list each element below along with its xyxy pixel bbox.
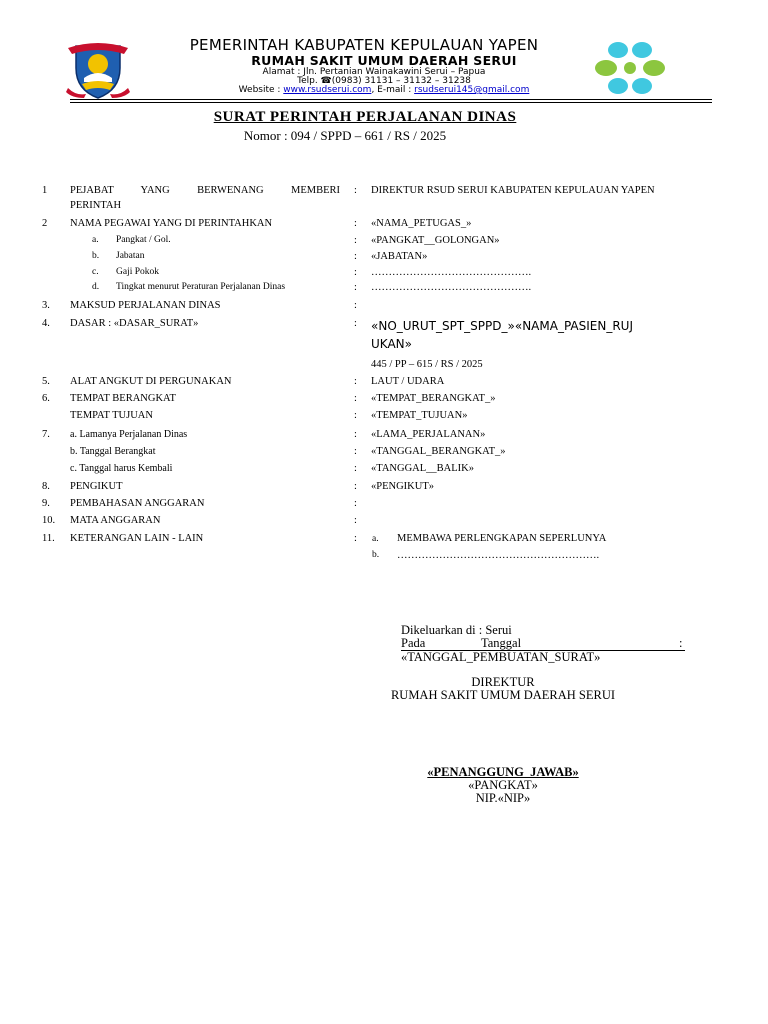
item-2-number: 2: [42, 218, 48, 229]
item-7c-colon: :: [354, 463, 357, 474]
item-7b-label: b. Tanggal Berangkat: [70, 446, 156, 457]
item-1-number: 1: [42, 185, 48, 196]
item-5-number: 5.: [42, 376, 50, 387]
item-9-number: 9.: [42, 498, 50, 509]
item-8-label: PENGIKUT: [70, 481, 123, 492]
item-2c-label: Gaji Pokok: [116, 267, 160, 277]
website-email-line: [0, 85, 768, 95]
document-number: Nomor : 094 / SPPD – 661 / RS / 2025: [243, 128, 447, 143]
item-2d-letter: d.: [92, 282, 100, 292]
item-2a-value: «PANGKAT__GOLONGAN»: [371, 235, 500, 246]
document-title: SURAT PERINTAH PERJALANAN DINAS: [213, 109, 517, 125]
item-4-reference: 445 / PP – 615 / RS / 2025: [371, 359, 483, 370]
item-6b-label: TEMPAT TUJUAN: [70, 410, 153, 421]
item-2-colon: :: [354, 218, 357, 229]
item-11b-value: ………………………………………………….: [397, 550, 600, 561]
item-8-value: «PENGIKUT»: [371, 481, 434, 492]
item-3-colon: :: [354, 300, 357, 311]
letter-date: «TANGGAL_PEMBUATAN_SURAT»: [401, 650, 601, 664]
item-10-label: MATA ANGGARAN: [70, 515, 161, 526]
item-11-number: 11.: [42, 533, 55, 544]
date-line: [401, 637, 685, 651]
item-2a-colon: :: [354, 235, 357, 246]
government-name: PEMERINTAH KABUPATEN KEPULAUAN YAPEN: [189, 36, 539, 54]
item-2d-colon: :: [354, 282, 357, 293]
signer-institution: RUMAH SAKIT UMUM DAERAH SERUI: [390, 688, 616, 702]
item-2b-letter: b.: [92, 251, 100, 261]
signer-rank: «PANGKAT»: [468, 778, 538, 792]
item-11-label: KETERANGAN LAIN - LAIN: [70, 533, 204, 544]
item-7c-value: «TANGGAL__BALIK»: [371, 463, 474, 474]
item-7c-label: c. Tanggal harus Kembali: [70, 463, 173, 474]
item-6-label: TEMPAT BERANGKAT: [70, 393, 176, 404]
item-11a-letter: a.: [372, 534, 379, 544]
item-9-colon: :: [354, 498, 357, 509]
item-6-colon: :: [354, 393, 357, 404]
item-4-value-line2: UKAN»: [371, 337, 412, 351]
item-11b-letter: b.: [372, 550, 380, 560]
item-7a-label: a. Lamanya Perjalanan Dinas: [70, 429, 188, 440]
website-label: Website :: [238, 85, 284, 95]
header-divider-top: [70, 99, 712, 100]
item-2c-value: ……………………………………….: [371, 267, 532, 278]
header-divider-bottom: [70, 102, 712, 103]
website-link[interactable]: www.rsudserui.com: [283, 85, 372, 95]
item-6b-colon: :: [354, 410, 357, 421]
item-8-number: 8.: [42, 481, 50, 492]
item-10-number: 10.: [42, 515, 56, 526]
item-2b-colon: :: [354, 251, 357, 262]
item-9-label: PEMBAHASAN ANGGARAN: [70, 498, 205, 509]
item-2a-label: Pangkat / Gol.: [116, 235, 171, 245]
item-5-label: ALAT ANGKUT DI PERGUNAKAN: [70, 376, 232, 387]
signer-position: DIREKTUR: [471, 675, 535, 689]
item-2b-value: «JABATAN»: [371, 251, 428, 262]
item-6-value: «TEMPAT_BERANGKAT_»: [371, 393, 496, 404]
item-1-colon: :: [354, 185, 357, 196]
item-5-colon: :: [354, 376, 357, 387]
item-2d-value: ……………………………………….: [371, 282, 532, 293]
item-4-colon: :: [354, 318, 357, 329]
item-3-number: 3.: [42, 300, 50, 311]
item-2-label: NAMA PEGAWAI YANG DI PERINTAHKAN: [70, 218, 273, 229]
item-2c-colon: :: [354, 267, 357, 278]
item-7a-colon: :: [354, 429, 357, 440]
item-4-value-line1: «NO_URUT_SPT_SPPD_»«NAMA_PASIEN_RUJ: [371, 319, 633, 333]
item-6-number: 6.: [42, 393, 50, 404]
item-7b-colon: :: [354, 446, 357, 457]
item-6b-value: «TEMPAT_TUJUAN»: [371, 410, 468, 421]
item-1-label-line1: PEJABAT YANG BERWENANG MEMBERI: [70, 185, 340, 196]
signer-name: «PENANGGUNG_JAWAB»: [427, 765, 579, 779]
item-2c-letter: c.: [92, 267, 99, 277]
date-colon: :: [679, 636, 683, 650]
item-7a-value: «LAMA_PERJALANAN»: [371, 429, 486, 440]
signer-nip: NIP.«NIP»: [475, 791, 531, 805]
email-link[interactable]: rsudserui145@gmail.com: [414, 85, 530, 95]
item-5-value: LAUT / UDARA: [371, 376, 445, 387]
hospital-name: RUMAH SAKIT UMUM DAERAH SERUI: [251, 53, 517, 68]
item-11a-value: MEMBAWA PERLENGKAPAN SEPERLUNYA: [397, 533, 607, 544]
item-4-number: 4.: [42, 318, 50, 329]
item-1-label-line2: PERINTAH: [70, 200, 122, 211]
telephone-line: Telp. ☎(0983) 31131 – 31132 – 31238: [297, 76, 471, 86]
address-line: Alamat : Jln. Pertanian Wainakawini Serui – Papua: [262, 67, 486, 77]
item-2b-label: Jabatan: [116, 251, 145, 261]
item-4-label: DASAR : «DASAR_SURAT»: [70, 318, 199, 329]
pada-label: Pada: [401, 636, 426, 650]
item-7-number: 7.: [42, 429, 50, 440]
item-7b-value: «TANGGAL_BERANGKAT_»: [371, 446, 506, 457]
issued-at: Dikeluarkan di : Serui: [401, 623, 512, 637]
item-2-value: «NAMA_PETUGAS_»: [371, 218, 472, 229]
item-11-colon: :: [354, 533, 357, 544]
item-8-colon: :: [354, 481, 357, 492]
item-2d-label: Tingkat menurut Peraturan Perjalanan Dinas: [116, 282, 286, 292]
item-3-label: MAKSUD PERJALANAN DINAS: [70, 300, 221, 311]
tanggal-label: Tanggal: [481, 636, 522, 650]
item-10-colon: :: [354, 515, 357, 526]
item-1-value: DIREKTUR RSUD SERUI KABUPATEN KEPULAUAN YAPEN: [371, 185, 655, 196]
item-2a-letter: a.: [92, 235, 99, 245]
email-label: , E-mail :: [371, 85, 415, 95]
